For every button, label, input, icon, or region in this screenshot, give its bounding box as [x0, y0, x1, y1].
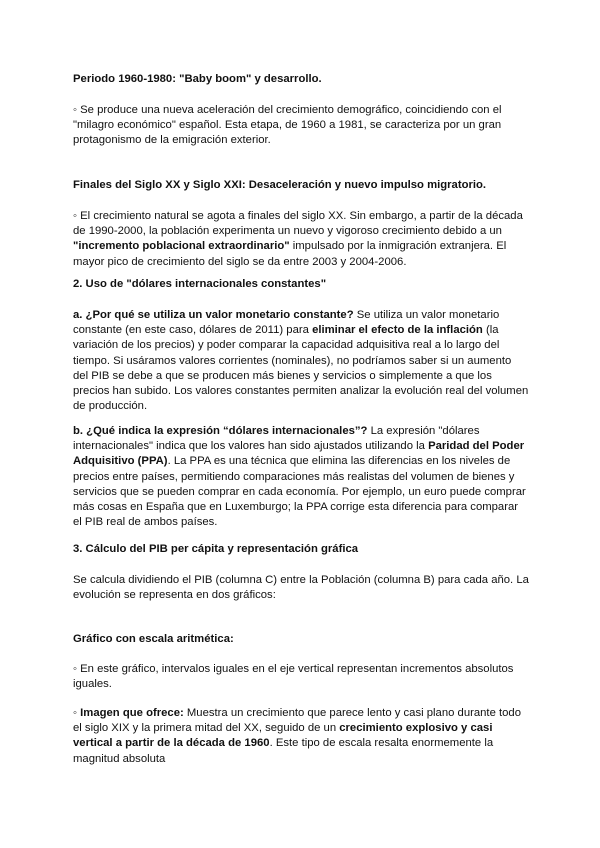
text-run: ◦ El crecimiento natural se agota a finales del siglo XX. Sin embargo, a partir de la década de 1990-2000, la población experimenta un nuevo y vigoroso crecimiento debido a un	[73, 210, 523, 238]
section-heading-dolares: 2. Uso de "dólares internacionales constantes"	[73, 278, 327, 290]
section-heading-1960-1980: Periodo 1960-1980: "Baby boom" y desarrollo.	[73, 73, 322, 85]
question-a-label: a. ¿Por qué se utiliza un valor monetario constante?	[73, 309, 354, 321]
text-run: La expresión "dólares internacionales" indica que los valores han sido ajustados utilizando la	[73, 425, 480, 453]
question-b-label: b. ¿Qué indica la expresión “dólares internacionales”?	[73, 425, 368, 437]
paragraph-escala-intervals: ◦ En este gráfico, intervalos iguales en el eje vertical representan incrementos absolutos iguales.	[73, 663, 514, 691]
section-heading-escala-aritmetica: Gráfico con escala aritmética:	[73, 633, 234, 645]
bold-run: crecimiento explosivo y casi vertical a partir de la década de 1960	[73, 722, 493, 750]
paragraph-question-b	[73, 424, 529, 530]
paragraph-migration	[73, 209, 529, 270]
section-heading-pib-per-capita: 3. Cálculo del PIB per cápita y representación gráfica	[73, 543, 359, 555]
bold-run: "incremento poblacional extraordinario"	[73, 240, 290, 253]
paragraph-imagen-ofrece	[73, 706, 529, 767]
text-run: impulsado por la inmigración extranjera. El mayor pico de crecimiento del siglo se da entre 2003 y 2004-2006.	[73, 240, 507, 268]
text-run: Se utiliza un valor monetario constante (en este caso, dólares de 2011) para	[73, 309, 500, 337]
section-heading-siglo-xx-xxi: Finales del Siglo XX y Siglo XXI: Desaceleración y nuevo impulso migratorio.	[73, 179, 487, 191]
text-run: . Este tipo de escala resalta enormemente la magnitud absoluta	[73, 737, 494, 765]
text-run: Muestra un crecimiento que parece lento y casi plano durante todo el siglo XIX y la primera mitad del XX, seguido de un	[73, 707, 521, 735]
bold-run: Paridad del Poder Adquisitivo (PPA)	[73, 440, 525, 468]
paragraph-pib-calculation: Se calcula dividiendo el PIB (columna C) entre la Población (columna B) para cada año. La evolución se representa en dos gráficos:	[73, 574, 529, 602]
bold-run: Imagen que ofrece:	[80, 707, 184, 719]
paragraph-baby-boom: ◦ Se produce una nueva aceleración del crecimiento demográfico, coincidiendo con el "milagro económico" español. Esta etapa, de 1960 a 1981, se caracteriza por un gran protagonismo de la emigración exterior.	[73, 104, 502, 147]
text-run: (la variación de los precios) y poder comparar la capacidad adquisitiva real a lo largo del tiempo. Si usáramos valores corrientes (nominales), no podríamos saber si un aumento del PIB se debe a que se producen más bienes y servicios o simplemente a que los precios han subido. Los valores constantes permiten analizar la evolución real del volumen de producción.	[73, 324, 529, 413]
paragraph-question-a	[73, 308, 529, 414]
text-run: . La PPA es una técnica que elimina las diferencias en los niveles de precios entre países, permitiendo comparaciones más realistas del volumen de bienes y servicios que se pueden comprar en cada economía. Por ejemplo, un euro puede comprar más cosas en España que en Luxemburgo; la PPA corrige esta diferencia para comparar el PIB real de ambos países.	[73, 455, 526, 529]
bullet-run: ◦	[73, 707, 81, 719]
bold-run: eliminar el efecto de la inflación	[312, 324, 483, 337]
